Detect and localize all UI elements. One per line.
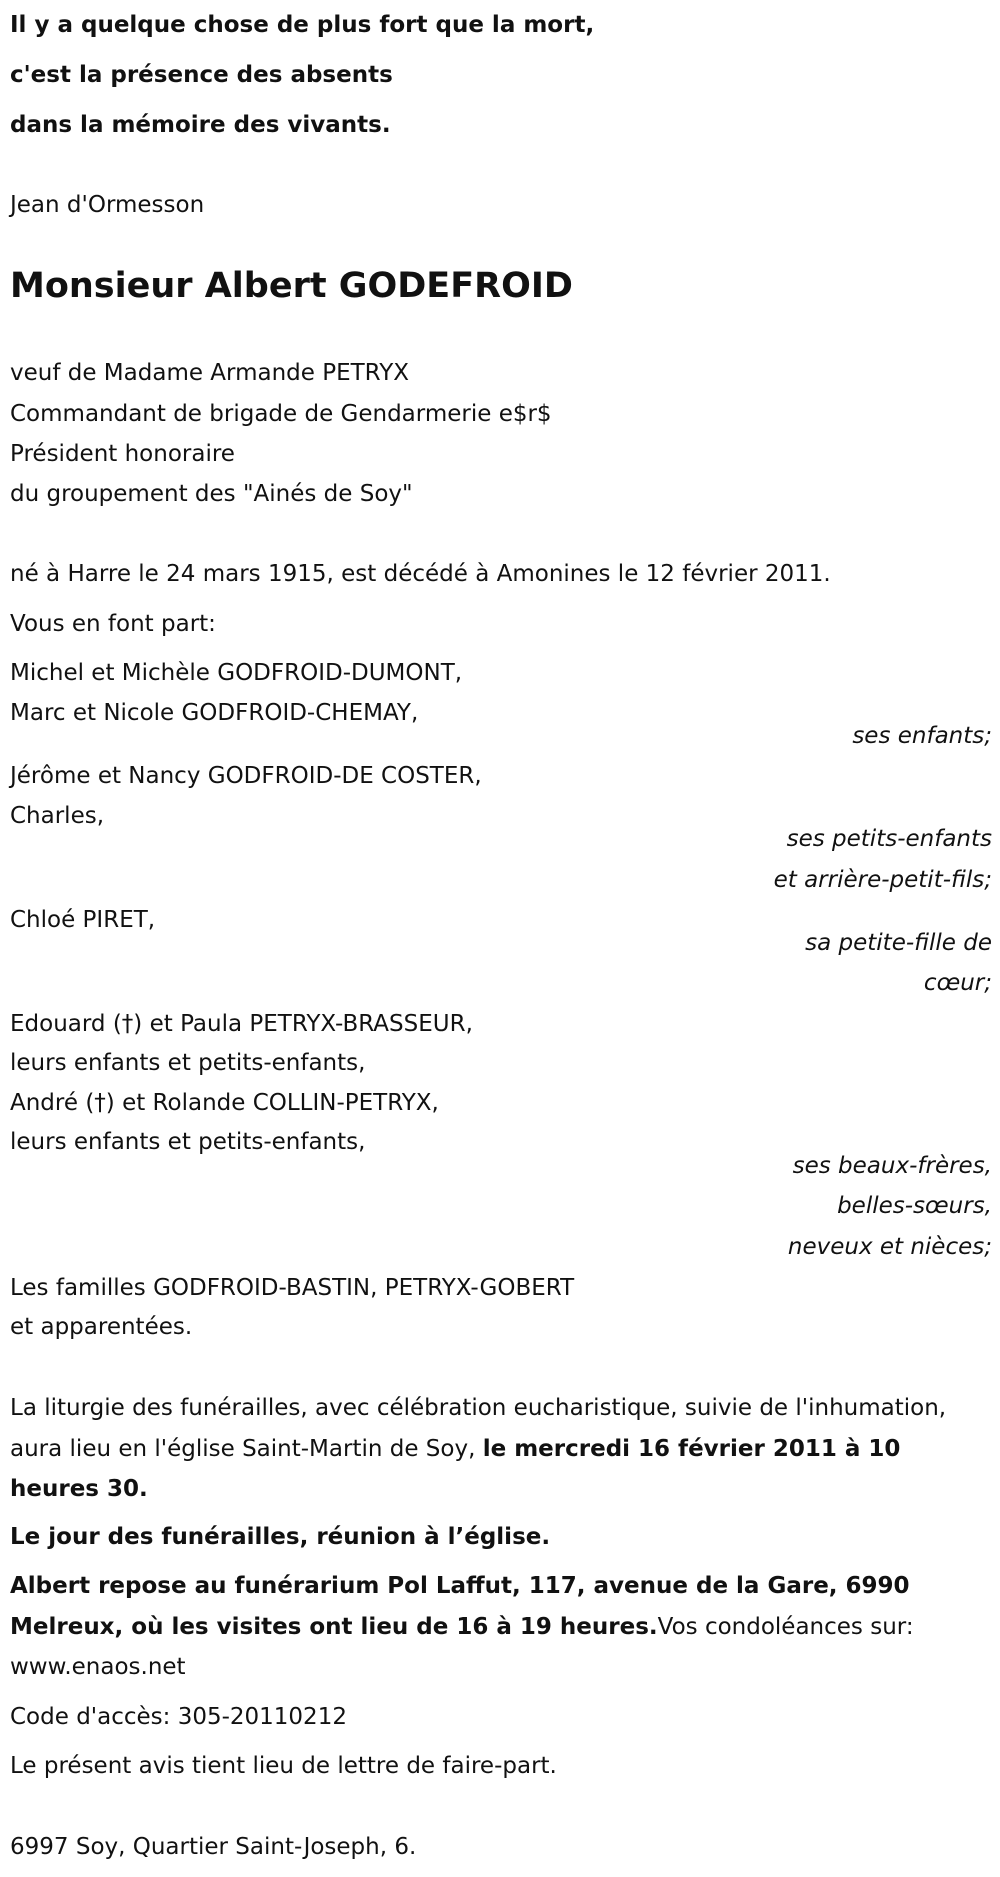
bio-line: Président honoraire bbox=[10, 441, 235, 467]
family-line: et apparentées. bbox=[10, 1314, 193, 1340]
bio-line: veuf de Madame Armande PETRYX bbox=[10, 360, 409, 386]
family-line: leurs enfants et petits-enfants, bbox=[10, 1129, 366, 1155]
family-line: Marc et Nicole GODFROID-CHEMAY, bbox=[10, 700, 419, 726]
funeral-text: La liturgie des funérailles, avec célébration eucharistique, suivie de l'inhumation, aura lieu en l'église Saint-Martin de Soy, bbox=[10, 1395, 947, 1462]
bio-line: Commandant de brigade de Gendarmerie e$r$ bbox=[10, 401, 552, 427]
quote-author: Jean d'Ormesson bbox=[10, 192, 205, 218]
rest-paragraph bbox=[10, 1566, 970, 1688]
family-line: Chloé PIRET, bbox=[10, 907, 156, 933]
meeting-info: Le jour des funérailles, réunion à l’église. bbox=[10, 1524, 551, 1550]
family-role: ses petits-enfants bbox=[786, 826, 992, 852]
family-role: belles-sœurs, bbox=[837, 1193, 992, 1219]
funeral-date: le mercredi 16 février 2011 à 10 heures 30. bbox=[10, 1435, 901, 1502]
family-line: Charles, bbox=[10, 803, 105, 829]
family-line: Michel et Michèle GODFROID-DUMONT, bbox=[10, 660, 463, 686]
access-code: Code d'accès: 305-20110212 bbox=[10, 1704, 347, 1730]
family-line: André (†) et Rolande COLLIN-PETRYX, bbox=[10, 1090, 439, 1116]
bio-line: du groupement des "Ainés de Soy" bbox=[10, 481, 413, 507]
family-role: ses enfants; bbox=[852, 723, 992, 749]
notice: Le présent avis tient lieu de lettre de faire-part. bbox=[10, 1753, 557, 1779]
quote-line: dans la mémoire des vivants. bbox=[10, 112, 391, 138]
quote-line: Il y a quelque chose de plus fort que la mort, bbox=[10, 12, 595, 38]
funeral-paragraph bbox=[10, 1388, 970, 1510]
intro: Vous en font part: bbox=[10, 611, 216, 637]
address: 6997 Soy, Quartier Saint-Joseph, 6. bbox=[10, 1834, 417, 1860]
family-line: Les familles GODFROID-BASTIN, PETRYX-GOBERT bbox=[10, 1275, 575, 1301]
family-line: leurs enfants et petits-enfants, bbox=[10, 1050, 366, 1076]
condolences: Vos condoléances sur: www.enaos.net bbox=[10, 1613, 914, 1680]
quote-line: c'est la présence des absents bbox=[10, 62, 393, 88]
page-title: Monsieur Albert GODEFROID bbox=[10, 266, 573, 306]
family-role: neveux et nièces; bbox=[787, 1234, 992, 1260]
family-line: Jérôme et Nancy GODFROID-DE COSTER, bbox=[10, 763, 482, 789]
family-role: sa petite-fille de bbox=[805, 930, 992, 956]
family-role: et arrière-petit-fils; bbox=[773, 867, 992, 893]
birth-death: né à Harre le 24 mars 1915, est décédé à Amonines le 12 février 2011. bbox=[10, 561, 831, 587]
family-role: ses beaux-frères, bbox=[792, 1153, 992, 1179]
family-role: cœur; bbox=[923, 970, 992, 996]
rest-info: Albert repose au funérarium Pol Laffut, 117, avenue de la Gare, 6990 Melreux, où les visites ont lieu de 16 à 19 heures. bbox=[10, 1573, 910, 1640]
family-line: Edouard (†) et Paula PETRYX-BRASSEUR, bbox=[10, 1011, 473, 1037]
